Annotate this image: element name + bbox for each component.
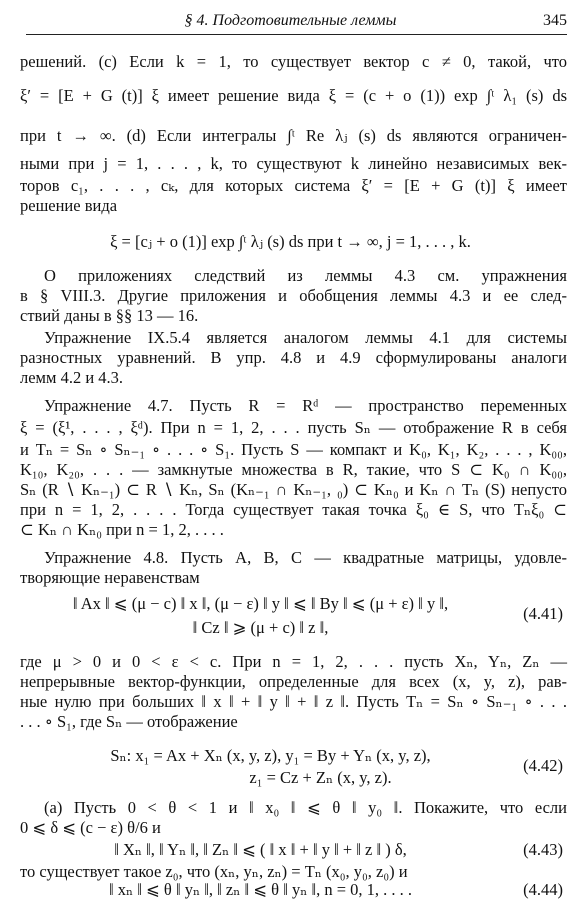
equation-number: (4.44) (523, 880, 563, 899)
equation-number: (4.43) (523, 840, 563, 859)
display-formula: z₁ = Cz + Zₙ (x, y, z). (249, 768, 392, 787)
text-line: творяющие неравенствам (20, 568, 200, 587)
text-line: то существует такое z₀, что (xₙ, yₙ, zₙ) = Tₙ (x₀, y₀, z₀) и (20, 862, 408, 881)
text-line: в § VIII.3. Другие приложения и обобщения леммы 4.3 и ее след- (20, 286, 567, 305)
text-line: . . . ∘ S₁, где Sₙ — отображение (20, 712, 238, 731)
text-line: ные нулю при больших ‖ x ‖ + ‖ y ‖ + ‖ z ‖. Пусть Tₙ = Sₙ ∘ Sₙ₋₁ ∘ . . . (20, 692, 567, 711)
text-line: решений. (с) Если k = 1, то существует вектор c ≠ 0, такой, что (20, 52, 567, 71)
text-line: Упражнение IX.5.4 является аналогом леммы 4.1 для системы (44, 328, 567, 347)
display-formula: ‖ xₙ ‖ ⩽ θ ‖ yₙ ‖, ‖ zₙ ‖ ⩽ θ ‖ yₙ ‖, n = 0, 1, . . . . (108, 880, 413, 899)
display-formula: Sₙ: x₁ = Ax + Xₙ (x, y, z), y₁ = By + Yₙ (x, y, z), (110, 746, 431, 765)
display-formula: ‖ Ax ‖ ⩽ (μ − c) ‖ x ‖, (μ − ε) ‖ y ‖ ⩽ ‖ By ‖ ⩽ (μ + ε) ‖ y ‖, (72, 594, 449, 613)
text-line: ствий даны в §§ 13 — 16. (20, 306, 199, 325)
section-title: § 4. Подготовительные леммы (184, 12, 397, 29)
text-line: (а) Пусть 0 < θ < 1 и ‖ x₀ ‖ ⩽ θ ‖ y₀ ‖. Покажите, что если (44, 798, 567, 817)
page-number: 345 (543, 12, 567, 29)
text-line: K₁₀, K₂₀, . . . — замкнутые множества в R, такие, что S ⊂ K₀ ∩ K₀₀, (20, 460, 567, 479)
text-line: ными при j = 1, . . . , k, то существуют k линейно независимых век- (20, 154, 567, 173)
text-line: при t → ∞. (d) Если интегралы ∫ᵗ Re λⱼ (s) ds являются ограничен- (20, 126, 567, 145)
running-header (0, 10, 581, 36)
text-line: разностных уравнений. В упр. 4.8 и 4.9 сформулированы аналоги (20, 348, 567, 367)
text-line: О приложениях следствий из леммы 4.3 см. упражнения (44, 266, 567, 285)
equation-number: (4.41) (523, 604, 563, 623)
text-line: решение вида (20, 196, 118, 215)
exercise-4-7-heading: Упражнение 4.7. Пусть R = Rᵈ — пространство переменных (44, 396, 567, 415)
text-line: ξ = (ξ¹, . . . , ξᵈ). При n = 1, 2, . . . пусть Sₙ — отображение R в себя (20, 418, 567, 437)
text-line: непрерывные вектор-функции, определенные для всех (x, y, z), рав- (20, 672, 567, 691)
text-line: Sₙ (R ∖ Kₙ₋₁) ⊂ R ∖ Kₙ, Sₙ (Kₙ₋₁ ∩ Kₙ₋₁, ₀) ⊂ Kₙ₀ и Kₙ ∩ Tₙ (S) непусто (20, 480, 567, 499)
text-line: 0 ⩽ δ ⩽ (c − ε) θ/6 и (20, 818, 161, 837)
text-line: при n = 1, 2, . . . . Тогда существует такая точка ξ₀ ∈ S, что Tₙξ₀ ⊂ (20, 500, 567, 519)
display-formula: ‖ Xₙ ‖, ‖ Yₙ ‖, ‖ Zₙ ‖ ⩽ ( ‖ x ‖ + ‖ y ‖ + ‖ z ‖ ) δ, (114, 840, 407, 859)
exercise-4-8-heading: Упражнение 4.8. Пусть A, B, C — квадратные матрицы, удовле- (44, 548, 567, 567)
equation-number: (4.42) (523, 756, 563, 775)
text-line: лемм 4.2 и 4.3. (20, 368, 124, 387)
text-line: где μ > 0 и 0 < ε < c. При n = 1, 2, . . . пусть Xₙ, Yₙ, Zₙ — (20, 652, 567, 671)
text-line: ⊂ Kₙ ∩ Kₙ₀ при n = 1, 2, . . . . (20, 520, 224, 539)
display-formula: ‖ Cz ‖ ⩾ (μ + c) ‖ z ‖, (192, 618, 329, 637)
text-line: ξ′ = [E + G (t)] ξ имеет решение вида ξ = (c + o (1)) exp ∫ᵗ λ₁ (s) ds (20, 86, 567, 105)
display-formula: ξ = [cⱼ + o (1)] exp ∫ᵗ λⱼ (s) ds при t → ∞, j = 1, . . . , k. (110, 232, 471, 251)
text-line: и Tₙ = Sₙ ∘ Sₙ₋₁ ∘ . . . ∘ S₁. Пусть S — компакт и K₀, K₁, K₂, . . . , K₀₀, (20, 440, 567, 459)
header-rule (26, 34, 567, 35)
text-line: торов c₁, . . . , cₖ, для которых система ξ′ = [E + G (t)] ξ имеет (20, 176, 567, 195)
